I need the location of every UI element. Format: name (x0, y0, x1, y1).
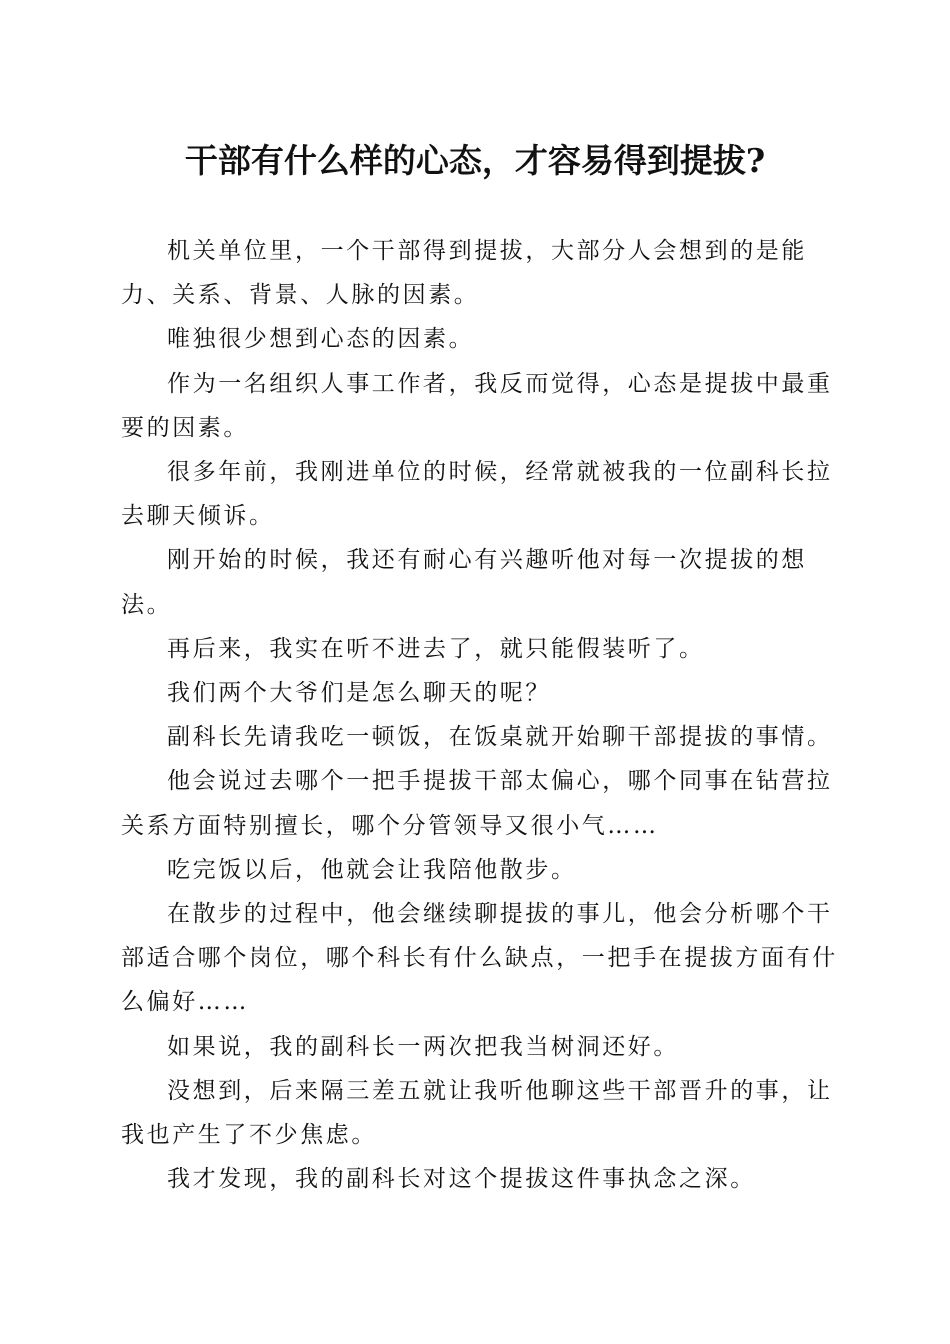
document-title: 干部有什么样的心态，才容易得到提拔? (184, 141, 766, 180)
paragraph: 吃完饭以后，他就会让我陪他散步。 (167, 856, 577, 883)
paragraph: 很多年前，我刚进单位的时候，经常就被我的一位副科长拉去聊天倾诉。 (121, 459, 833, 530)
paragraph: 没想到，后来隔三差五就让我听他聊这些干部晋升的事，让我也产生了不少焦虑。 (121, 1077, 833, 1149)
paragraph: 我们两个大爷们是怎么聊天的呢？ (167, 680, 551, 707)
paragraph: 如果说，我的副科长一两次把我当树洞还好。 (167, 1033, 679, 1060)
paragraph: 再后来，我实在听不进去了，就只能假装听了。 (167, 635, 705, 662)
paragraph: 机关单位里，一个干部得到提拔，大部分人会想到的是能力、关系、背景、人脉的因素。 (121, 238, 807, 309)
paragraph: 在散步的过程中，他会继续聊提拔的事儿，他会分析哪个干部适合哪个岗位，哪个科长有什么缺点，一把手在提拔方面有什么偏好…… (121, 901, 838, 1016)
paragraph: 作为一名组织人事工作者，我反而觉得，心态是提拔中最重要的因素。 (121, 370, 833, 441)
paragraph: 唯独很少想到心态的因素。 (167, 326, 475, 353)
paragraph: 他会说过去哪个一把手提拔干部太偏心，哪个同事在钻营拉关系方面特别擅长，哪个分管领导又很小气…… (121, 768, 833, 839)
paragraph: 我才发现，我的副科长对这个提拔这件事执念之深。 (167, 1166, 756, 1193)
paragraph: 副科长先请我吃一顿饭，在饭桌就开始聊干部提拔的事情。 (167, 724, 833, 751)
document-body (121, 229, 841, 1201)
paragraph: 刚开始的时候，我还有耐心有兴趣听他对每一次提拔的想法。 (121, 547, 807, 618)
